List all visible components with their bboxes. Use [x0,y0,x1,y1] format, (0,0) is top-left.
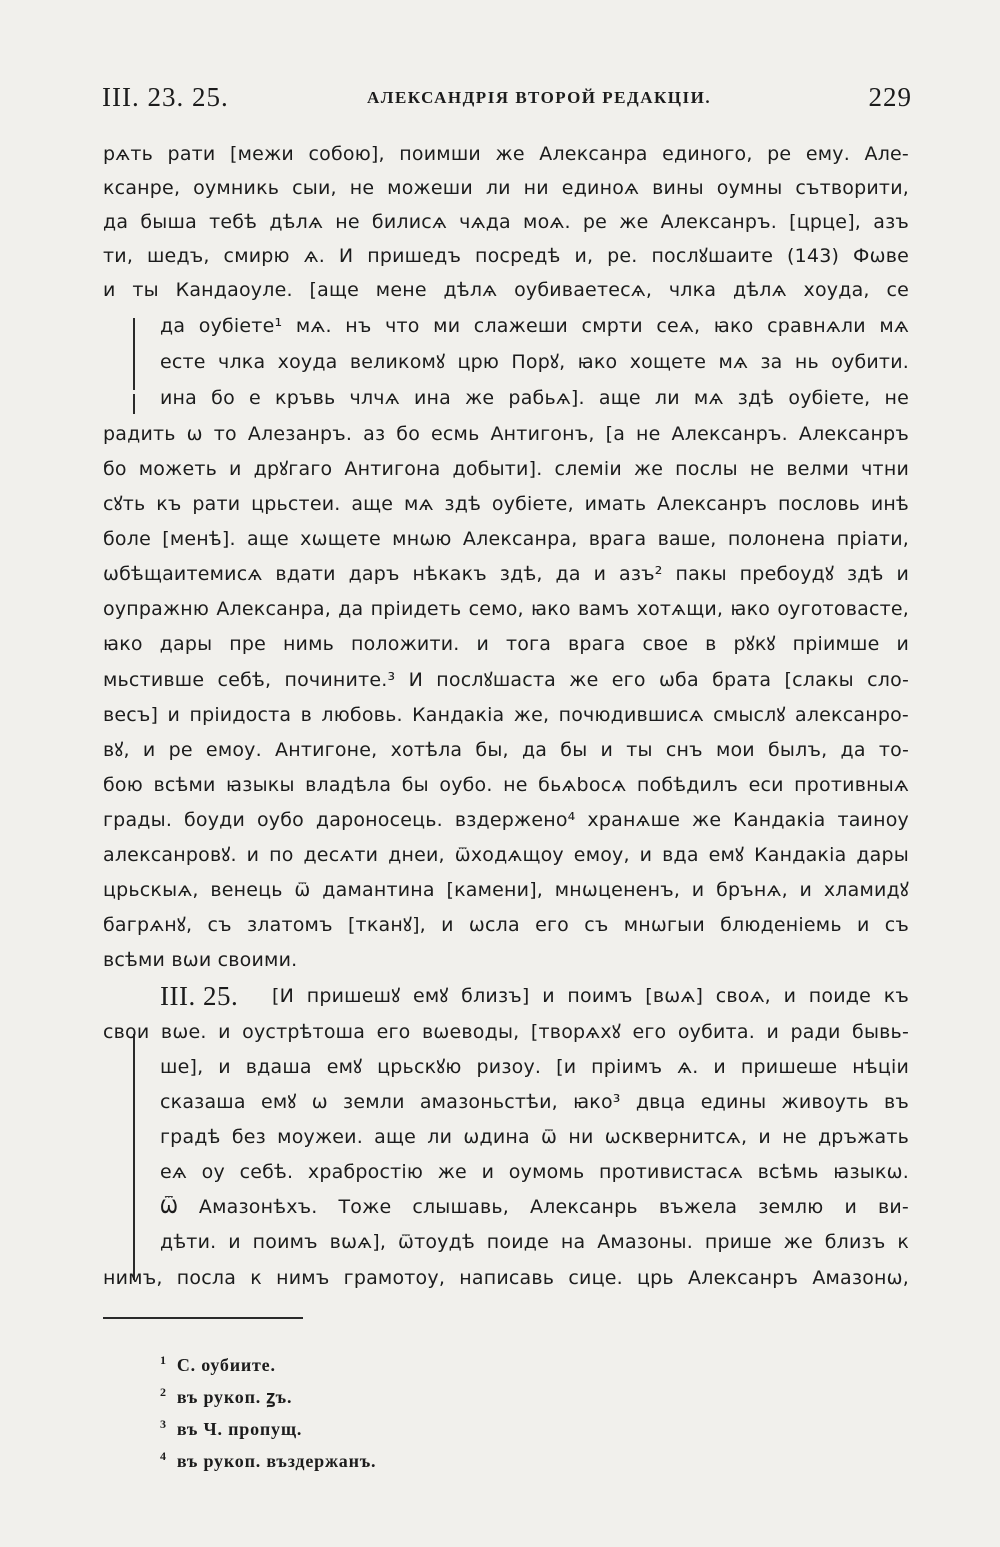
text-line: свои вѡе. и оустрѣтоша его вѡеводы, [творѧхꙋ его оубита. и ради бывь- [103,1021,909,1043]
text-line: алексанровꙋ. и по десѧти днеи, ѿходѧщоу емоу, и вда емꙋ Кандакiа дары [103,844,909,866]
text-line: вꙋ, и ре емоу. Антигоне, хотѣла бы, да бы и ты снъ мои былъ, да то- [103,739,909,761]
section-label: III. 25. [160,981,239,1011]
footnote-number: 3 [160,1417,167,1431]
text-line: ксанре, оумникь сыи, не можеши ли ни единоѧ вины оумны сътворити, [103,177,909,199]
text-line: ꙗко дары пре нимь положити. и тога врага свое в рꙋкꙋ прiимше и [103,633,909,655]
text-line: градѣ без моужеи. аще ли ѡдина ѿ ни ѡсквернитсѧ, и не дръжать [160,1126,909,1148]
text-line: ѡбѣщаитемисѧ вдати даръ нѣкакъ здѣ, да и азъ² пакы пребоудꙋ здѣ и [103,563,909,585]
text-line: ти, шедъ, смирю ѧ. И пришедъ посредѣ и, ре. послꙋшаите (143) Фѡве [103,245,909,267]
text-line: мьстивше себѣ, почините.³ И послꙋшаста же его ѡба брата [слакы сло- [103,669,909,691]
text-line: рѧть рати [межи собою], поимши же Алексанра единого, ре ему. Але- [103,143,909,165]
text-line: нимъ, посла к нимъ грамотоу, написавь сице. црь Алексанръ Амазонѡ, [103,1267,909,1289]
text-line: есте члка хоуда великомꙋ црю Порꙋ, ꙗко хощете мѧ за нь оубити. [160,351,909,373]
footnote-number: 2 [160,1385,167,1399]
margin-bar [133,394,135,414]
text-line: еѧ оу себѣ. храбростiю же и оумомь противистасѧ всѣмь ꙗзыкѡ. [160,1161,909,1183]
text-line: всѣми вѡи своими. [103,949,298,971]
text-line: весъ] и прiидоста в любовь. Кандакiа же, почюдившисѧ смыслꙋ алексанро- [103,704,909,726]
margin-bar [133,318,135,390]
text-line: боле [менѣ]. аще хѡщете мнѡю Алексанра, врага ваше, полонена прiати, [103,528,909,550]
running-title: АЛЕКСАНДРІЯ ВТОРОЙ РЕДАКЦІИ. [367,88,712,107]
footnote-divider [103,1317,303,1319]
chapter-reference: III. 23. 25. [102,82,229,112]
text-line: ина бо е кръвь члчѧ ина же рабьѧ]. аще ли мѧ здѣ оубiете, не [160,387,909,409]
running-header [102,82,912,118]
text-line: сꙋть къ рати црьстеи. аще мѧ здѣ оубiете, имать Алексанръ пословь инѣ [103,493,909,515]
text-line: багрѧнꙋ, съ златомъ [тканꙋ], и ѡсла его съ мнѡгыи блюденiемь и съ [103,914,909,936]
text-line: [И пришешꙋ емꙋ близъ] и поимъ [вѡѧ] своѧ, и поиде къ [272,985,909,1007]
footnote-text: въ Ч. пропущ. [176,1419,303,1439]
text-line: радить ѡ то Алезанръ. аз бо есмь Антигонъ, [а не Алексанръ. Алексанръ [103,423,909,445]
text-line: да оубiете¹ мѧ. нъ что ми слажеши смрти сеѧ, ꙗко сравнѧли мѧ [160,315,909,337]
footnote-text: С. оубиите. [176,1355,276,1375]
text-line: ше], и вдаша емꙋ црьскꙋю ризоу. [и прiимъ ѧ. и пришеше нѣцiи [160,1056,909,1078]
footnote [160,1377,292,1407]
footnote [160,1345,276,1375]
text-line: да быша тебѣ дѣлѧ не билисѧ чѧда моѧ. ре же Алексанръ. [црце], азъ [103,211,909,233]
section-first-line [160,979,909,1013]
text-line: црьскыѧ, венець ѿ дамантина [камени], мнѡценeнъ, и брънѧ, и хламидꙋ [103,879,909,901]
text-line: сказаша емꙋ ѡ земли амазоньстѣи, ꙗко³ двца едины живоуть въ [160,1091,909,1113]
margin-bar [133,1034,135,1280]
footnote [160,1441,376,1471]
page-number: 229 [868,82,912,112]
text-line: бо можеть и дрꙋгаго Антигона добыти]. слемiи же послы не велми чтни [103,458,909,480]
text-line: дѣти. и поимъ вѡѧ], ѿтоудѣ поиде на Амазоны. прише же близъ к [160,1231,909,1253]
text-line: оупражню Алексанра, да прiидеть семо, ꙗко вамъ хотѧщи, ꙗко оуготоваcте, [103,598,909,620]
footnote-number: 1 [160,1353,167,1367]
footnote-number: 4 [160,1449,167,1463]
text-line: и ты Кандаоуле. [аще мене дѣлѧ оубиваетесѧ, члка дѣлѧ хоуда, се [103,279,909,301]
footnote-text: въ рукоп. ꙁъ. [176,1387,293,1407]
footnote [160,1409,302,1439]
footnote-text: въ рукоп. въздержанъ. [176,1451,377,1471]
text-line: бою всѣми ꙗзыкы владѣла бы оубо. не бьѧbосѧ побѣдилъ еси противныѧ [103,774,909,796]
text-line: грады. боуди оубо дароносець. вздержено⁴ хранѧше же Кандакiа таиноу [103,809,909,831]
text-line: Ѿ Амазонѣхъ. Тоже слышавь, Алексанрь въжела землю и ви- [160,1196,909,1218]
